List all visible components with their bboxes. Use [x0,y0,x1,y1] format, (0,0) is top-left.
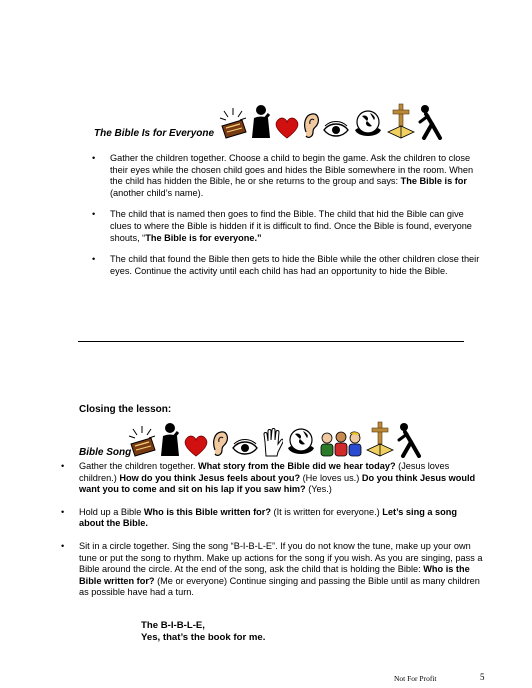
icon-strip-closing [127,418,423,458]
body-text: Sit in a circle together. Sing the song “B-I-B-L-E”. If you do not know the tune, make up your own tune or put the song to rhythm. Make up actions for the song if you wish. As you are singing, pass a Bible around the circle. At the end of the song, ask the child that is holding the Bible: [79,540,483,575]
stretching-person-icon [397,422,423,458]
bold-text: What story from the Bible did we hear today? [198,461,396,471]
body-text: Gather the children together. Choose a child to begin the game. Ask the children to close their eyes while the chosen child goes and hides the Bible somewhere in the room. When the child has hidden the Bible, he or she returns to the group and says: [110,153,474,187]
game-instructions [92,153,484,277]
heart-icon [274,116,300,140]
list-item [92,209,484,244]
body-text: (Yes.) [305,484,332,495]
bold-text: Do you think Jesus would want you to come and sit on his lap if you saw him? [79,472,476,495]
globe-hands-icon [285,426,317,458]
cross-bible-icon [365,420,395,458]
cross-bible-icon [386,102,416,140]
hand-icon [261,428,283,458]
footer-note: Not For Profit [394,674,437,683]
stretching-person-icon [418,104,444,140]
body-text: (another child’s name). [110,187,204,198]
song-lyrics [141,620,265,644]
body-text: The child that found the Bible then gets to hide the Bible while the other children close their eyes. Continue the activity until each child has had an opportunity to hide the Bible. [110,254,480,276]
section-title: The Bible Is for Everyone [94,128,215,139]
body-text: The child that is named then goes to find the Bible. The child that hid the Bible can give clues to where the Bible is hidden if it is difficult to find. Once the Bible is found, everyone shouts, “ [110,209,472,243]
bold-text: Who is this Bible written for? [143,506,271,517]
bullet-icon: • [61,540,65,551]
bible-icon [127,424,157,458]
bold-text: Let’s sing a song about the Bible. [79,506,457,529]
list-item [61,506,483,530]
list-item [61,461,483,496]
closing-heading: Closing the lesson: [79,404,172,415]
list-item [61,540,483,599]
bullet-icon: • [92,254,96,265]
list-item [92,254,484,277]
bullet-icon: • [92,209,96,220]
children-group-icon [319,430,363,458]
song-line: Yes, that’s the book for me. [141,632,266,643]
praying-child-icon [159,422,181,458]
bullet-icon: • [61,461,65,471]
praying-child-icon [250,104,272,140]
eye-icon [322,120,350,140]
body-text: (Jesus loves children.) [79,461,450,483]
globe-hands-icon [352,108,384,140]
ear-icon [302,112,320,140]
song-line: The B-I-B-L-E, [141,620,205,631]
heart-icon [183,434,209,458]
closing-instructions [61,461,483,599]
bullet-icon: • [61,506,65,517]
list-item [92,153,484,199]
bible-icon [218,106,248,140]
bold-text: How do you think Jesus feels about you? [119,472,301,483]
bold-text: The Bible is for everyone.” [145,232,262,243]
ear-icon [211,430,229,458]
bold-text: The Bible is for [400,176,467,187]
divider-line [78,341,464,342]
body-text: Hold up a Bible [79,506,144,517]
body-text: (He loves us.) [300,472,362,483]
song-title: Bible Song [79,447,132,458]
body-text: Gather the children together. [79,461,199,471]
bullet-icon: • [92,153,96,163]
eye-icon [231,438,259,458]
page-number: 5 [480,672,485,682]
body-text: (It is written for everyone.) [270,506,383,517]
bold-text: Who is the Bible written for? [79,564,470,586]
icon-strip-top [218,100,444,140]
body-text: (Me or everyone) Continue singing and passing the Bible until as many children as possible have had a turn. [79,575,480,598]
